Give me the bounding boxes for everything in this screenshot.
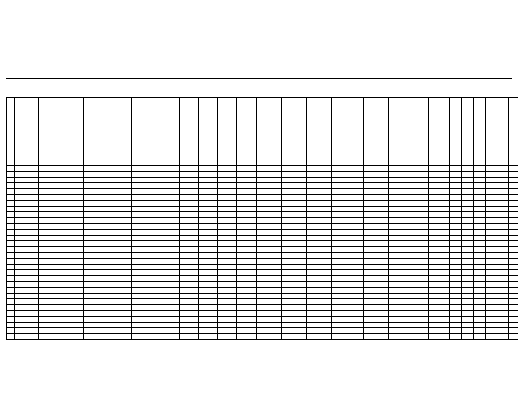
table-cell [39, 334, 84, 340]
table-cell [450, 334, 462, 340]
table-cell [132, 334, 180, 340]
table-cell [7, 334, 15, 340]
column-header [364, 98, 389, 166]
column-header [39, 98, 84, 166]
column-header [282, 98, 307, 166]
column-header [7, 98, 15, 166]
column-header [132, 98, 180, 166]
column-header [84, 98, 132, 166]
table-cell [389, 334, 429, 340]
table-cell [332, 334, 364, 340]
document-subtitle-2 [6, 92, 512, 96]
table-cell [429, 334, 450, 340]
table-cell [364, 334, 389, 340]
column-header [257, 98, 282, 166]
table-cell [509, 334, 518, 340]
table-cell [180, 334, 199, 340]
column-header [389, 98, 429, 166]
column-header [509, 98, 518, 166]
table-cell [474, 334, 486, 340]
table-header-row [7, 98, 518, 166]
column-header [218, 98, 237, 166]
column-header [237, 98, 257, 166]
column-header [450, 98, 462, 166]
column-header [474, 98, 486, 166]
table-row [7, 334, 518, 340]
column-header [462, 98, 474, 166]
table-cell [199, 334, 218, 340]
table-cell [486, 334, 509, 340]
table-cell [237, 334, 257, 340]
table-cell [462, 334, 474, 340]
column-header [180, 98, 199, 166]
table-cell [218, 334, 237, 340]
column-header [429, 98, 450, 166]
column-header [332, 98, 364, 166]
column-header [486, 98, 509, 166]
results-table [6, 97, 518, 340]
column-header [15, 98, 39, 166]
table-cell [282, 334, 307, 340]
table-cell [15, 334, 39, 340]
column-header [199, 98, 218, 166]
column-header [307, 98, 332, 166]
table-cell [84, 334, 132, 340]
table-cell [257, 334, 282, 340]
table-cell [307, 334, 332, 340]
